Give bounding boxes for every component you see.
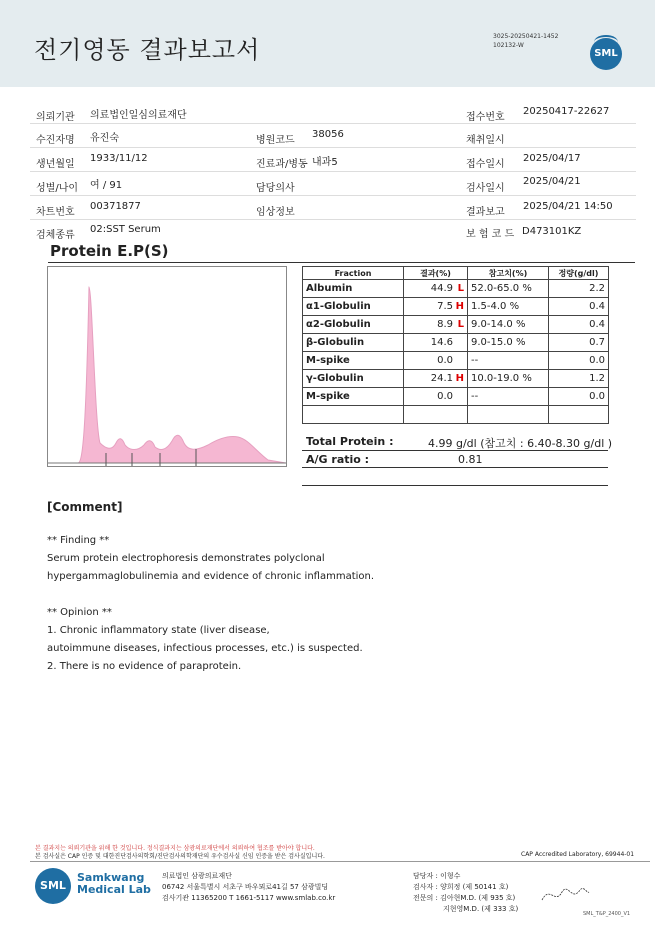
col-result: 결과(%)	[404, 267, 468, 280]
fraction-quantity: 0.4	[549, 298, 609, 316]
result-value: 7.5	[437, 301, 453, 312]
ag-ratio-label: A/G ratio :	[306, 453, 370, 466]
divider	[30, 171, 636, 172]
footer-notice-red: 본 결과지는 의뢰기관을 위해 한 것입니다. 정식결과지는 삼광의료재단에서 의뢰하여 협조를 받아야 합니다.	[35, 845, 315, 852]
fraction-reference: 9.0-14.0 %	[468, 316, 549, 334]
cap-accreditation: CAP Accredited Laboratory, 69944-01	[521, 851, 635, 858]
divider	[30, 219, 636, 220]
result-value: 44.9	[430, 283, 453, 294]
comment-line: 1. Chronic inflammatory state (liver disease,	[47, 625, 270, 636]
specimen-label: 검체종류	[36, 230, 75, 241]
col-reference: 참고치(%)	[468, 267, 549, 280]
sex-age-value: 여 / 91	[90, 180, 123, 191]
fraction-result	[404, 388, 468, 406]
fraction-quantity: 0.0	[549, 388, 609, 406]
birth-label: 생년월일	[36, 159, 75, 170]
address-line: 검사기관 11365200 T 1661-5117 www.smlab.co.kr	[162, 894, 336, 902]
total-protein-value: 4.99 g/dl (참고치 : 6.40-8.30 g/dl )	[428, 437, 613, 450]
fraction-name: M-spike	[303, 352, 404, 370]
tested-value: 2025/04/21	[523, 176, 581, 187]
dept-value: 내과5	[312, 157, 338, 168]
divider	[302, 467, 608, 468]
fraction-reference	[468, 406, 549, 424]
address-line: 06742 서울특별시 서초구 바우뫼로41길 57 삼광빌딩	[162, 883, 329, 891]
specimen-value: 02:SST Serum	[90, 224, 161, 235]
table-row	[303, 406, 609, 424]
comment-line: hypergammaglobulinemia and evidence of chronic inflammation.	[47, 571, 375, 582]
organization-name	[77, 872, 151, 896]
fraction-result	[404, 280, 468, 298]
result-value: 8.9	[437, 319, 453, 330]
fraction-reference: --	[468, 352, 549, 370]
page-title: 전기영동 결과보고서	[34, 36, 261, 64]
fraction-quantity: 0.0	[549, 352, 609, 370]
electrophoresis-graph	[47, 266, 287, 467]
document-number	[493, 32, 558, 50]
fraction-result	[404, 298, 468, 316]
doc-number-line2: 102132-W	[493, 42, 524, 49]
fraction-table	[302, 266, 609, 424]
doc-number-line1: 3025-20250421-1452	[493, 33, 559, 40]
report-header	[0, 0, 655, 87]
ag-ratio-value: 0.81	[458, 453, 483, 466]
dept-label: 진료과/병동	[256, 159, 308, 170]
institution-label: 의뢰기관	[36, 112, 75, 123]
table-row	[303, 280, 609, 298]
fraction-quantity	[549, 406, 609, 424]
fraction-quantity: 0.4	[549, 316, 609, 334]
footer-notice: 본 검사실은 CAP 인증 및 대한진단검사의학회/진단검사의학재단의 우수검사실 신임 인증을 받은 검사실입니다.	[35, 853, 325, 860]
table-row	[303, 334, 609, 352]
fraction-reference: --	[468, 388, 549, 406]
col-quantity: 정량(g/dl)	[549, 267, 609, 280]
comment-line: Serum protein electrophoresis demonstrates polyclonal	[47, 553, 325, 564]
comment-line: ** Finding **	[47, 535, 110, 546]
divider	[30, 123, 636, 124]
name-label: 수진자명	[36, 135, 75, 146]
tested-label: 검사일시	[466, 183, 505, 194]
result-value: 24.1	[430, 373, 453, 384]
institution-value: 의료법인일심의료재단	[90, 110, 187, 121]
section-divider	[48, 262, 635, 263]
name-value: 유진숙	[90, 133, 119, 144]
flag-badge: H	[455, 373, 464, 384]
result-value: 0.0	[437, 391, 453, 402]
org-name-line2: Medical Lab	[77, 883, 151, 896]
flag-badge: L	[457, 283, 464, 294]
org-name-line1: Samkwang	[77, 871, 145, 884]
fraction-result	[404, 316, 468, 334]
staff-line: 전문의 : 김아현M.D. (제 935 호)	[413, 894, 516, 902]
fraction-reference: 9.0-15.0 %	[468, 334, 549, 352]
flag-badge: L	[457, 319, 464, 330]
address-line: 의료법인 삼광의료재단	[162, 872, 232, 880]
clinical-label: 임상정보	[256, 207, 295, 218]
sex-age-label: 성별/나이	[36, 183, 79, 194]
comment-line: ** Opinion **	[47, 607, 112, 618]
total-protein-label: Total Protein :	[306, 435, 394, 448]
form-version: SML_T&P_2400_V1	[583, 911, 631, 917]
hospital-code-label: 병원코드	[256, 135, 295, 146]
table-row	[303, 352, 609, 370]
insurance-label: 보 험 코 드	[466, 229, 515, 240]
fraction-quantity: 1.2	[549, 370, 609, 388]
footer-address	[162, 871, 335, 904]
divider	[30, 195, 636, 196]
divider	[302, 485, 608, 486]
fraction-result	[404, 334, 468, 352]
signature	[540, 880, 590, 908]
fraction-result	[404, 352, 468, 370]
fraction-reference: 10.0-19.0 %	[468, 370, 549, 388]
fraction-name: Albumin	[303, 280, 404, 298]
table-row	[303, 370, 609, 388]
doctor-label: 담당의사	[256, 183, 295, 194]
fraction-result	[404, 370, 468, 388]
divider	[30, 147, 636, 148]
chart-value: 00371877	[90, 201, 141, 212]
collect-label: 채취일시	[466, 135, 505, 146]
result-value: 0.0	[437, 355, 453, 366]
result-value: 14.6	[430, 337, 453, 348]
footer-staff	[413, 871, 518, 915]
table-header-row	[303, 267, 609, 280]
comment-heading: [Comment]	[47, 500, 123, 514]
received-value: 2025/04/17	[523, 153, 581, 164]
birth-value: 1933/11/12	[90, 153, 148, 164]
divider	[30, 861, 650, 862]
comment-line: autoimmune diseases, infectious processes, etc.) is suspected.	[47, 643, 363, 654]
hospital-code-value: 38056	[312, 129, 344, 140]
fraction-name: M-spike	[303, 388, 404, 406]
fraction-quantity: 0.7	[549, 334, 609, 352]
insurance-value: D473101KZ	[522, 226, 582, 237]
fraction-result	[404, 406, 468, 424]
table-row	[303, 388, 609, 406]
chart-label: 차트번호	[36, 207, 75, 218]
table-row	[303, 298, 609, 316]
table-row	[303, 316, 609, 334]
fraction-name	[303, 406, 404, 424]
report-label: 결과보고	[466, 207, 505, 218]
fraction-quantity: 2.2	[549, 280, 609, 298]
fraction-name: β-Globulin	[303, 334, 404, 352]
fraction-reference: 1.5-4.0 %	[468, 298, 549, 316]
footer-logo: SML	[35, 868, 71, 904]
receipt-value: 20250417-22627	[523, 106, 610, 117]
staff-line: 검사자 : 양희정 (제 50141 호)	[413, 883, 509, 891]
receipt-label: 접수번호	[466, 112, 505, 123]
col-fraction: Fraction	[303, 267, 404, 280]
section-title: Protein E.P(S)	[50, 242, 169, 260]
staff-line: 담당자 : 이형수	[413, 872, 461, 880]
received-label: 접수일시	[466, 159, 505, 170]
report-value: 2025/04/21 14:50	[523, 201, 613, 212]
densitometry-curve	[48, 287, 286, 463]
divider	[302, 450, 608, 451]
fraction-name: α2-Globulin	[303, 316, 404, 334]
comment-line: 2. There is no evidence of paraprotein.	[47, 661, 242, 672]
staff-line: 지현영M.D. (제 333 호)	[443, 905, 519, 913]
fraction-name: α1-Globulin	[303, 298, 404, 316]
fraction-name: γ-Globulin	[303, 370, 404, 388]
densitometry-chart	[48, 267, 286, 466]
fraction-reference: 52.0-65.0 %	[468, 280, 549, 298]
sml-logo: SML	[590, 38, 622, 70]
flag-badge: H	[455, 301, 464, 312]
